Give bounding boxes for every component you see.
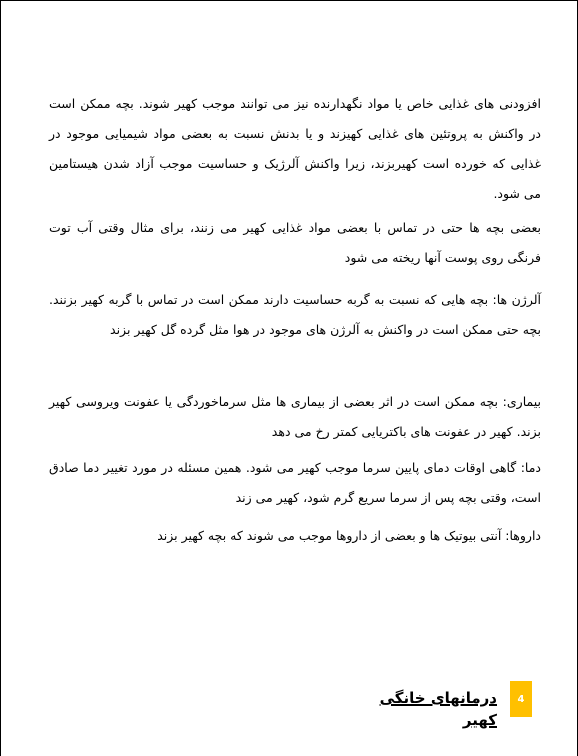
paragraph-medications: داروها: آنتی بیوتیک ها و بعضی از داروها موجب می شوند که بچه کهیر بزند bbox=[157, 528, 541, 543]
paragraph-temperature: دما: گاهی اوقات دمای پایین سرما موجب کهیر می شود. همین مسئله در مورد تغییر دما صادق است، وقتی بچه پس از سرما سریع گرم شود، کهیر می زند bbox=[49, 460, 541, 505]
page-number-badge: 4 bbox=[510, 681, 532, 717]
footer-title: درمانهای خانگی کهیر bbox=[379, 689, 497, 729]
paragraph-illness: بیماری: بچه ممکن است در اثر بعضی از بیماری ها مثل سرماخوردگی یا عفونت ویروسی کهیر بزند. کهیر در عفونت های باکتریایی کمتر رخ می دهد bbox=[49, 394, 541, 439]
paragraph-contact-foods: بعضی بچه ها حتی در تماس با بعضی مواد غذایی کهیر می زنند، برای مثال وقتی آب توت فرنگی روی پوست آنها ریخته می شود bbox=[49, 220, 541, 265]
paragraph-food-additives: افزودنی های غذایی خاص یا مواد نگهدارنده نیز می توانند موجب کهیر شوند. بچه ممکن است در واکنش به پروتئین های غذایی کهیزند و یا بدنش نسبت به بعضی مواد شیمیایی موجود در غذایی که خورده است کهیربزند، زیرا واکنش آلرژیک و حساسیت موجب آزاد شدن هیستامین می شود. bbox=[49, 96, 541, 201]
paragraph-allergens: آلرژن ها: بچه هایی که نسبت به گربه حساسیت دارند ممکن است در تماس با گربه کهیر بزنند. بچه حتی ممکن است در واکنش به آلرژن های موجود در هوا مثل گرده گل کهیر بزند bbox=[49, 292, 541, 337]
